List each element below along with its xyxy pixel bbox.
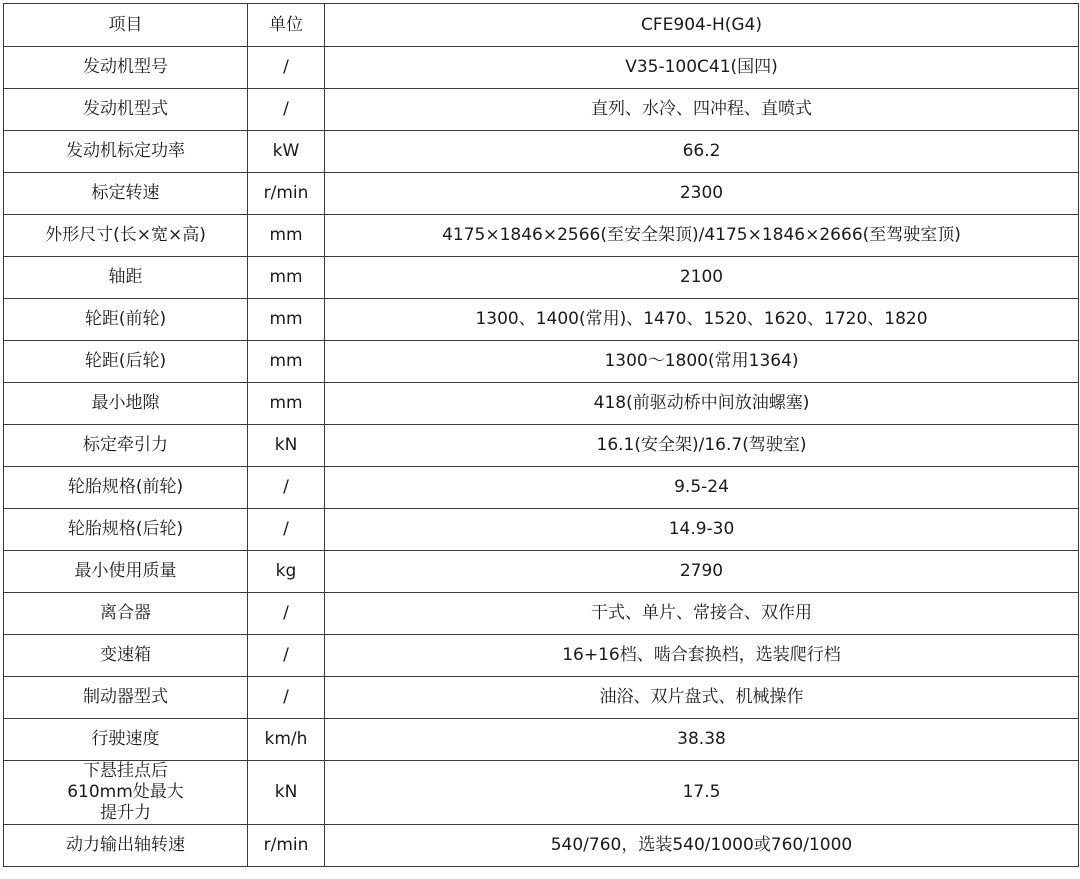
table-header-row bbox=[4, 4, 1079, 47]
row-unit: mm bbox=[248, 383, 325, 425]
table-row bbox=[4, 89, 1079, 131]
table-row bbox=[4, 47, 1079, 89]
table-row bbox=[4, 719, 1079, 761]
row-unit: r/min bbox=[248, 825, 325, 867]
row-value: V35-100C41(国四) bbox=[325, 47, 1079, 89]
row-unit: / bbox=[248, 47, 325, 89]
table-row bbox=[4, 509, 1079, 551]
table-body bbox=[4, 47, 1079, 867]
table-row bbox=[4, 677, 1079, 719]
row-value: 38.38 bbox=[325, 719, 1079, 761]
row-value: 直列、水冷、四冲程、直喷式 bbox=[325, 89, 1079, 131]
row-value: 2100 bbox=[325, 257, 1079, 299]
row-item: 离合器 bbox=[4, 593, 248, 635]
row-item: 制动器型式 bbox=[4, 677, 248, 719]
row-value: 干式、单片、常接合、双作用 bbox=[325, 593, 1079, 635]
row-item: 外形尺寸(长×宽×高) bbox=[4, 215, 248, 257]
row-value: 14.9-30 bbox=[325, 509, 1079, 551]
row-item: 轮胎规格(后轮) bbox=[4, 509, 248, 551]
row-item: 轮距(前轮) bbox=[4, 299, 248, 341]
row-item: 最小使用质量 bbox=[4, 551, 248, 593]
row-item: 最小地隙 bbox=[4, 383, 248, 425]
table-row bbox=[4, 131, 1079, 173]
row-value: 17.5 bbox=[325, 761, 1079, 825]
row-unit: / bbox=[248, 467, 325, 509]
row-value: 9.5-24 bbox=[325, 467, 1079, 509]
table-row bbox=[4, 257, 1079, 299]
spec-table bbox=[3, 3, 1079, 867]
row-value: 1300～1800(常用1364) bbox=[325, 341, 1079, 383]
row-value: 1300、1400(常用)、1470、1520、1620、1720、1820 bbox=[325, 299, 1079, 341]
row-value: 66.2 bbox=[325, 131, 1079, 173]
row-item: 发动机标定功率 bbox=[4, 131, 248, 173]
row-value: 16+16档、啮合套换档，选装爬行档 bbox=[325, 635, 1079, 677]
row-value: 16.1(安全架)/16.7(驾驶室) bbox=[325, 425, 1079, 467]
row-unit: / bbox=[248, 677, 325, 719]
table-row bbox=[4, 299, 1079, 341]
row-unit: kN bbox=[248, 425, 325, 467]
row-unit: / bbox=[248, 593, 325, 635]
row-item: 轮胎规格(前轮) bbox=[4, 467, 248, 509]
row-unit: kg bbox=[248, 551, 325, 593]
header-unit: 单位 bbox=[248, 4, 325, 47]
row-item: 行驶速度 bbox=[4, 719, 248, 761]
row-item: 发动机型式 bbox=[4, 89, 248, 131]
table-row bbox=[4, 173, 1079, 215]
row-unit: km/h bbox=[248, 719, 325, 761]
row-value: 4175×1846×2566(至安全架顶)/4175×1846×2666(至驾驶室顶) bbox=[325, 215, 1079, 257]
row-value: 油浴、双片盘式、机械操作 bbox=[325, 677, 1079, 719]
row-unit: mm bbox=[248, 215, 325, 257]
row-item: 标定牵引力 bbox=[4, 425, 248, 467]
header-item: 项目 bbox=[4, 4, 248, 47]
table-row bbox=[4, 341, 1079, 383]
table-row bbox=[4, 635, 1079, 677]
row-value: 418(前驱动桥中间放油螺塞) bbox=[325, 383, 1079, 425]
row-unit: mm bbox=[248, 341, 325, 383]
row-unit: / bbox=[248, 509, 325, 551]
row-unit: kN bbox=[248, 761, 325, 825]
row-unit: mm bbox=[248, 299, 325, 341]
row-unit: / bbox=[248, 635, 325, 677]
table-row bbox=[4, 467, 1079, 509]
row-value: 2300 bbox=[325, 173, 1079, 215]
row-item: 下悬挂点后610mm处最大提升力 bbox=[4, 761, 248, 825]
row-item: 发动机型号 bbox=[4, 47, 248, 89]
table-row bbox=[4, 551, 1079, 593]
header-model: CFE904-H(G4) bbox=[325, 4, 1079, 47]
table-row bbox=[4, 215, 1079, 257]
row-unit: kW bbox=[248, 131, 325, 173]
table-row bbox=[4, 383, 1079, 425]
row-unit: / bbox=[248, 89, 325, 131]
row-unit: r/min bbox=[248, 173, 325, 215]
row-item: 动力输出轴转速 bbox=[4, 825, 248, 867]
row-value: 540/760，选装540/1000或760/1000 bbox=[325, 825, 1079, 867]
row-item: 轴距 bbox=[4, 257, 248, 299]
row-item: 变速箱 bbox=[4, 635, 248, 677]
table-row bbox=[4, 825, 1079, 867]
row-item: 轮距(后轮) bbox=[4, 341, 248, 383]
row-unit: mm bbox=[248, 257, 325, 299]
row-item: 标定转速 bbox=[4, 173, 248, 215]
table-row bbox=[4, 593, 1079, 635]
row-value: 2790 bbox=[325, 551, 1079, 593]
table-row bbox=[4, 761, 1079, 825]
table-row bbox=[4, 425, 1079, 467]
